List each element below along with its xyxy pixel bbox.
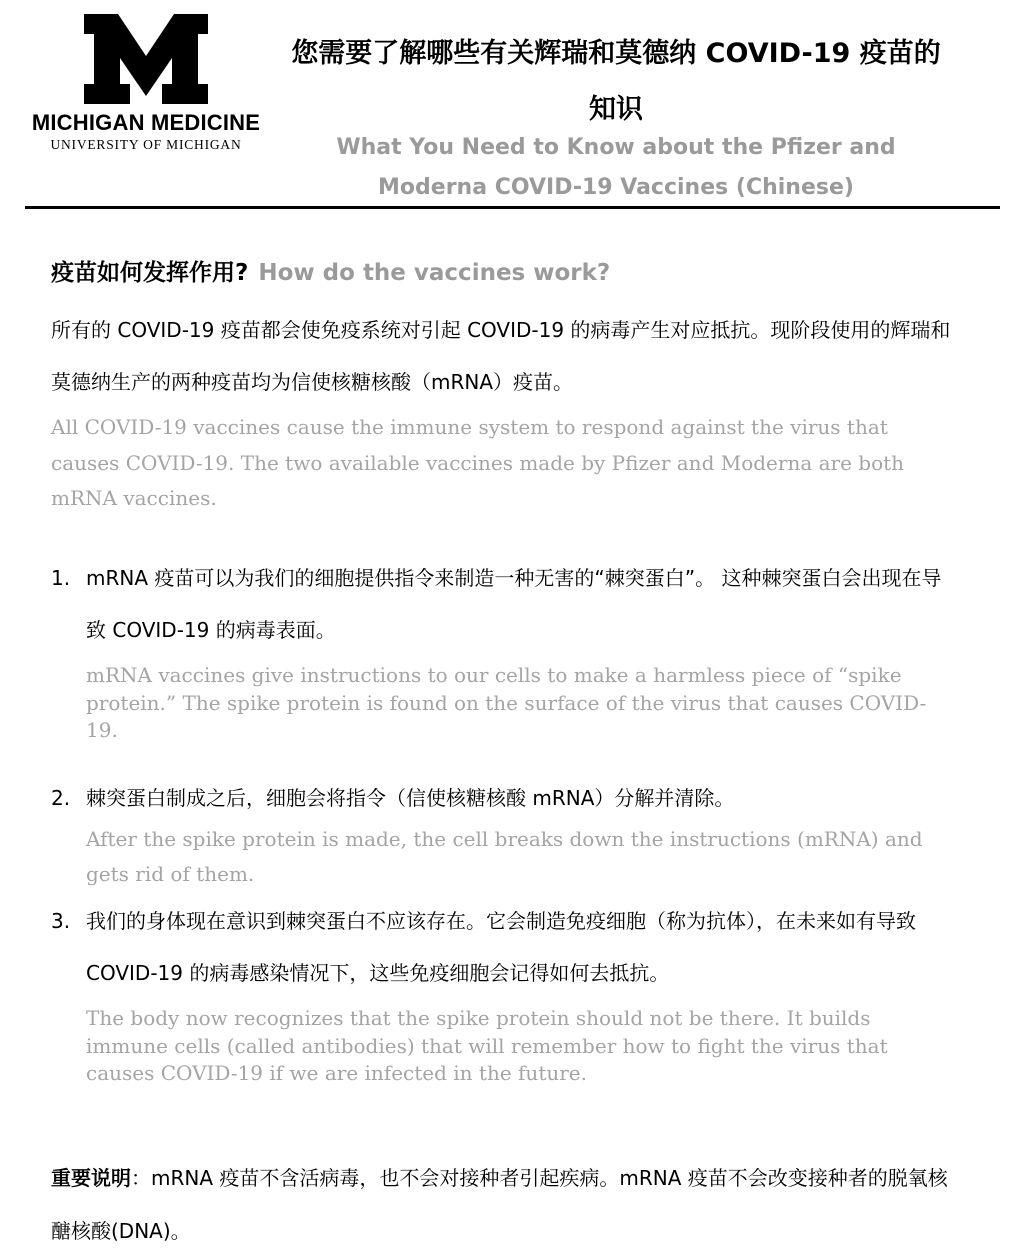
- note-label: 重要说明: [51, 1166, 131, 1190]
- section-heading-english: How do the vaccines work?: [258, 260, 611, 286]
- important-note: [51, 1152, 956, 1258]
- section-heading-chinese: 疫苗如何发挥作用?: [51, 260, 249, 286]
- list-item-chinese: 我们的身体现在意识到棘突蛋白不应该存在。它会制造免疫细胞（称为抗体），在未来如有导致 COVID-19 的病毒感染情况下，这些免疫细胞会记得如何去抵抗。: [86, 909, 916, 985]
- list-item-english: After the spike protein is made, the cell breaks down the instructions (mRNA) and gets rid of them.: [86, 827, 923, 886]
- list-item-chinese: 棘突蛋白制成之后，细胞会将指令（信使核糖核酸 mRNA）分解并清除。: [86, 786, 735, 810]
- page-title-chinese: 您需要了解哪些有关辉瑞和莫德纳 COVID-19 疫苗的知识: [291, 38, 941, 125]
- block-m-logo-icon: [82, 14, 210, 104]
- note-text: mRNA 疫苗不含活病毒，也不会对接种者引起疾病。mRNA 疫苗不会改变接种者的脱氧核醣核酸(DNA)。: [51, 1166, 948, 1243]
- list-item: [51, 772, 951, 891]
- list-item: [51, 552, 951, 745]
- section-heading: [51, 255, 610, 291]
- logo: [30, 14, 262, 153]
- note-separator: ：: [131, 1166, 151, 1190]
- list-item: [51, 895, 951, 1088]
- list-item-english: The body now recognizes that the spike protein should not be there. It builds immune cells (called antibodies) that will remember how to fight the virus that causes COVID-19 if we are infected in the future.: [86, 1006, 888, 1085]
- intro-paragraph-english: All COVID-19 vaccines cause the immune system to respond against the virus that causes COVID-19. The two available vaccines made by Pfizer and Moderna are both mRNA vaccines.: [51, 415, 905, 510]
- list-item-chinese: mRNA 疫苗可以为我们的细胞提供指令来制造一种无害的“棘突蛋白”。 这种棘突蛋白会出现在导致 COVID-19 的病毒表面。: [86, 566, 942, 642]
- logo-name: MICHIGAN MEDICINE: [31, 110, 261, 135]
- list-number: 3.: [51, 909, 71, 933]
- logo-subtitle: UNIVERSITY OF MICHIGAN: [50, 137, 242, 152]
- header-divider: [25, 206, 1000, 209]
- intro-paragraph-chinese: 所有的 COVID-19 疫苗都会使免疫系统对引起 COVID-19 的病毒产生对应抵抗。现阶段使用的辉瑞和莫德纳生产的两种疫苗均为信使核糖核酸（mRNA）疫苗。: [51, 318, 951, 394]
- page-title-english: What You Need to Know about the Pfizer and Moderna COVID-19 Vaccines (Chinese): [336, 135, 896, 200]
- list-number: 1.: [51, 566, 71, 590]
- list-number: 2.: [51, 786, 71, 810]
- list-item-english: mRNA vaccines give instructions to our cells to make a harmless piece of “spike protein.” The spike protein is found on the surface of the virus that causes COVID-19.: [86, 663, 927, 742]
